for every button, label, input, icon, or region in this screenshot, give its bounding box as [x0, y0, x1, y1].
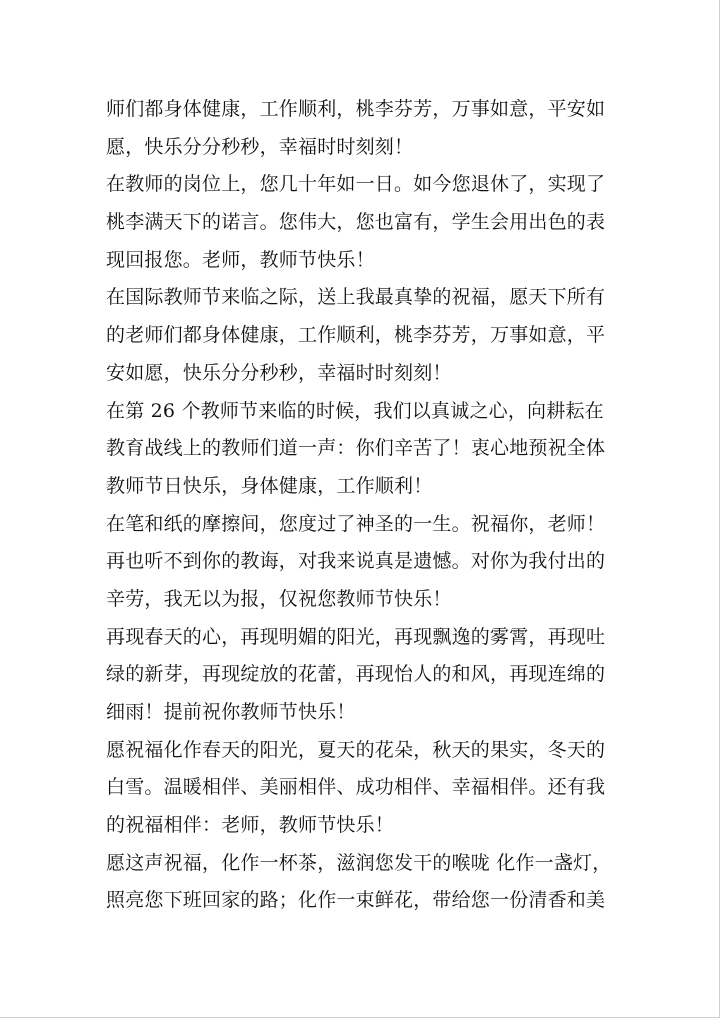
text-line: 绿的新芽，再现绽放的花蕾，再现怡人的和风，再现连绵的 — [106, 663, 606, 686]
text-line: 愿这声祝福，化作一杯茶，滋润您发干的喉咙 化作一盏灯， — [106, 851, 612, 874]
document-body — [106, 91, 616, 920]
text-line: 教育战线上的教师们道一声：你们辛苦了！衷心地预祝全体 — [106, 437, 606, 460]
text-line: 再也听不到你的教诲，对我来说真是遗憾。对你为我付出的 — [106, 550, 606, 573]
text-line: 安如愿，快乐分分秒秒，幸福时时刻刻！ — [106, 361, 452, 384]
text-line: 的祝福相伴：老师，教师节快乐！ — [106, 814, 395, 837]
text-line: 桃李满天下的诺言。您伟大，您也富有，学生会用出色的表 — [106, 211, 606, 234]
text-line: 师们都身体健康，工作顺利，桃李芬芳，万事如意，平安如 — [106, 98, 606, 120]
text-line: 在笔和纸的摩擦间，您度过了神圣的一生。祝福你，老师！ — [106, 512, 606, 535]
text-line: 照亮您下班回家的路；化作一束鲜花，带给您一份清香和美 — [106, 889, 606, 912]
text-line: 在教师的岗位上，您几十年如一日。如今您退休了，实现了 — [106, 173, 606, 196]
text-line: 在国际教师节来临之际，送上我最真挚的祝福，愿天下所有 — [106, 286, 606, 309]
text-line: 的老师们都身体健康，工作顺利，桃李芬芳，万事如意，平 — [106, 324, 606, 347]
text-line: 辛劳，我无以为报，仅祝您教师节快乐！ — [106, 587, 452, 610]
text-line: 愿，快乐分分秒秒，幸福时时刻刻！ — [106, 135, 414, 158]
text-line: 再现春天的心，再现明媚的阳光，再现飘逸的雾霄，再现吐 — [106, 625, 606, 648]
text-line: 细雨！提前祝你教师节快乐！ — [106, 701, 356, 723]
text-line: 愿祝福化作春天的阳光，夏天的花朵，秋天的果实，冬天的 — [106, 738, 606, 761]
text-line: 在第 26 个教师节来临的时候，我们以真诚之心，向耕耘在 — [106, 399, 604, 422]
text-line: 现回报您。老师，教师节快乐！ — [106, 248, 375, 271]
text-line: 教师节日快乐，身体健康，工作顺利！ — [106, 474, 433, 497]
text-line: 白雪。温暖相伴、美丽相伴、成功相伴、幸福相伴。还有我 — [106, 776, 606, 799]
